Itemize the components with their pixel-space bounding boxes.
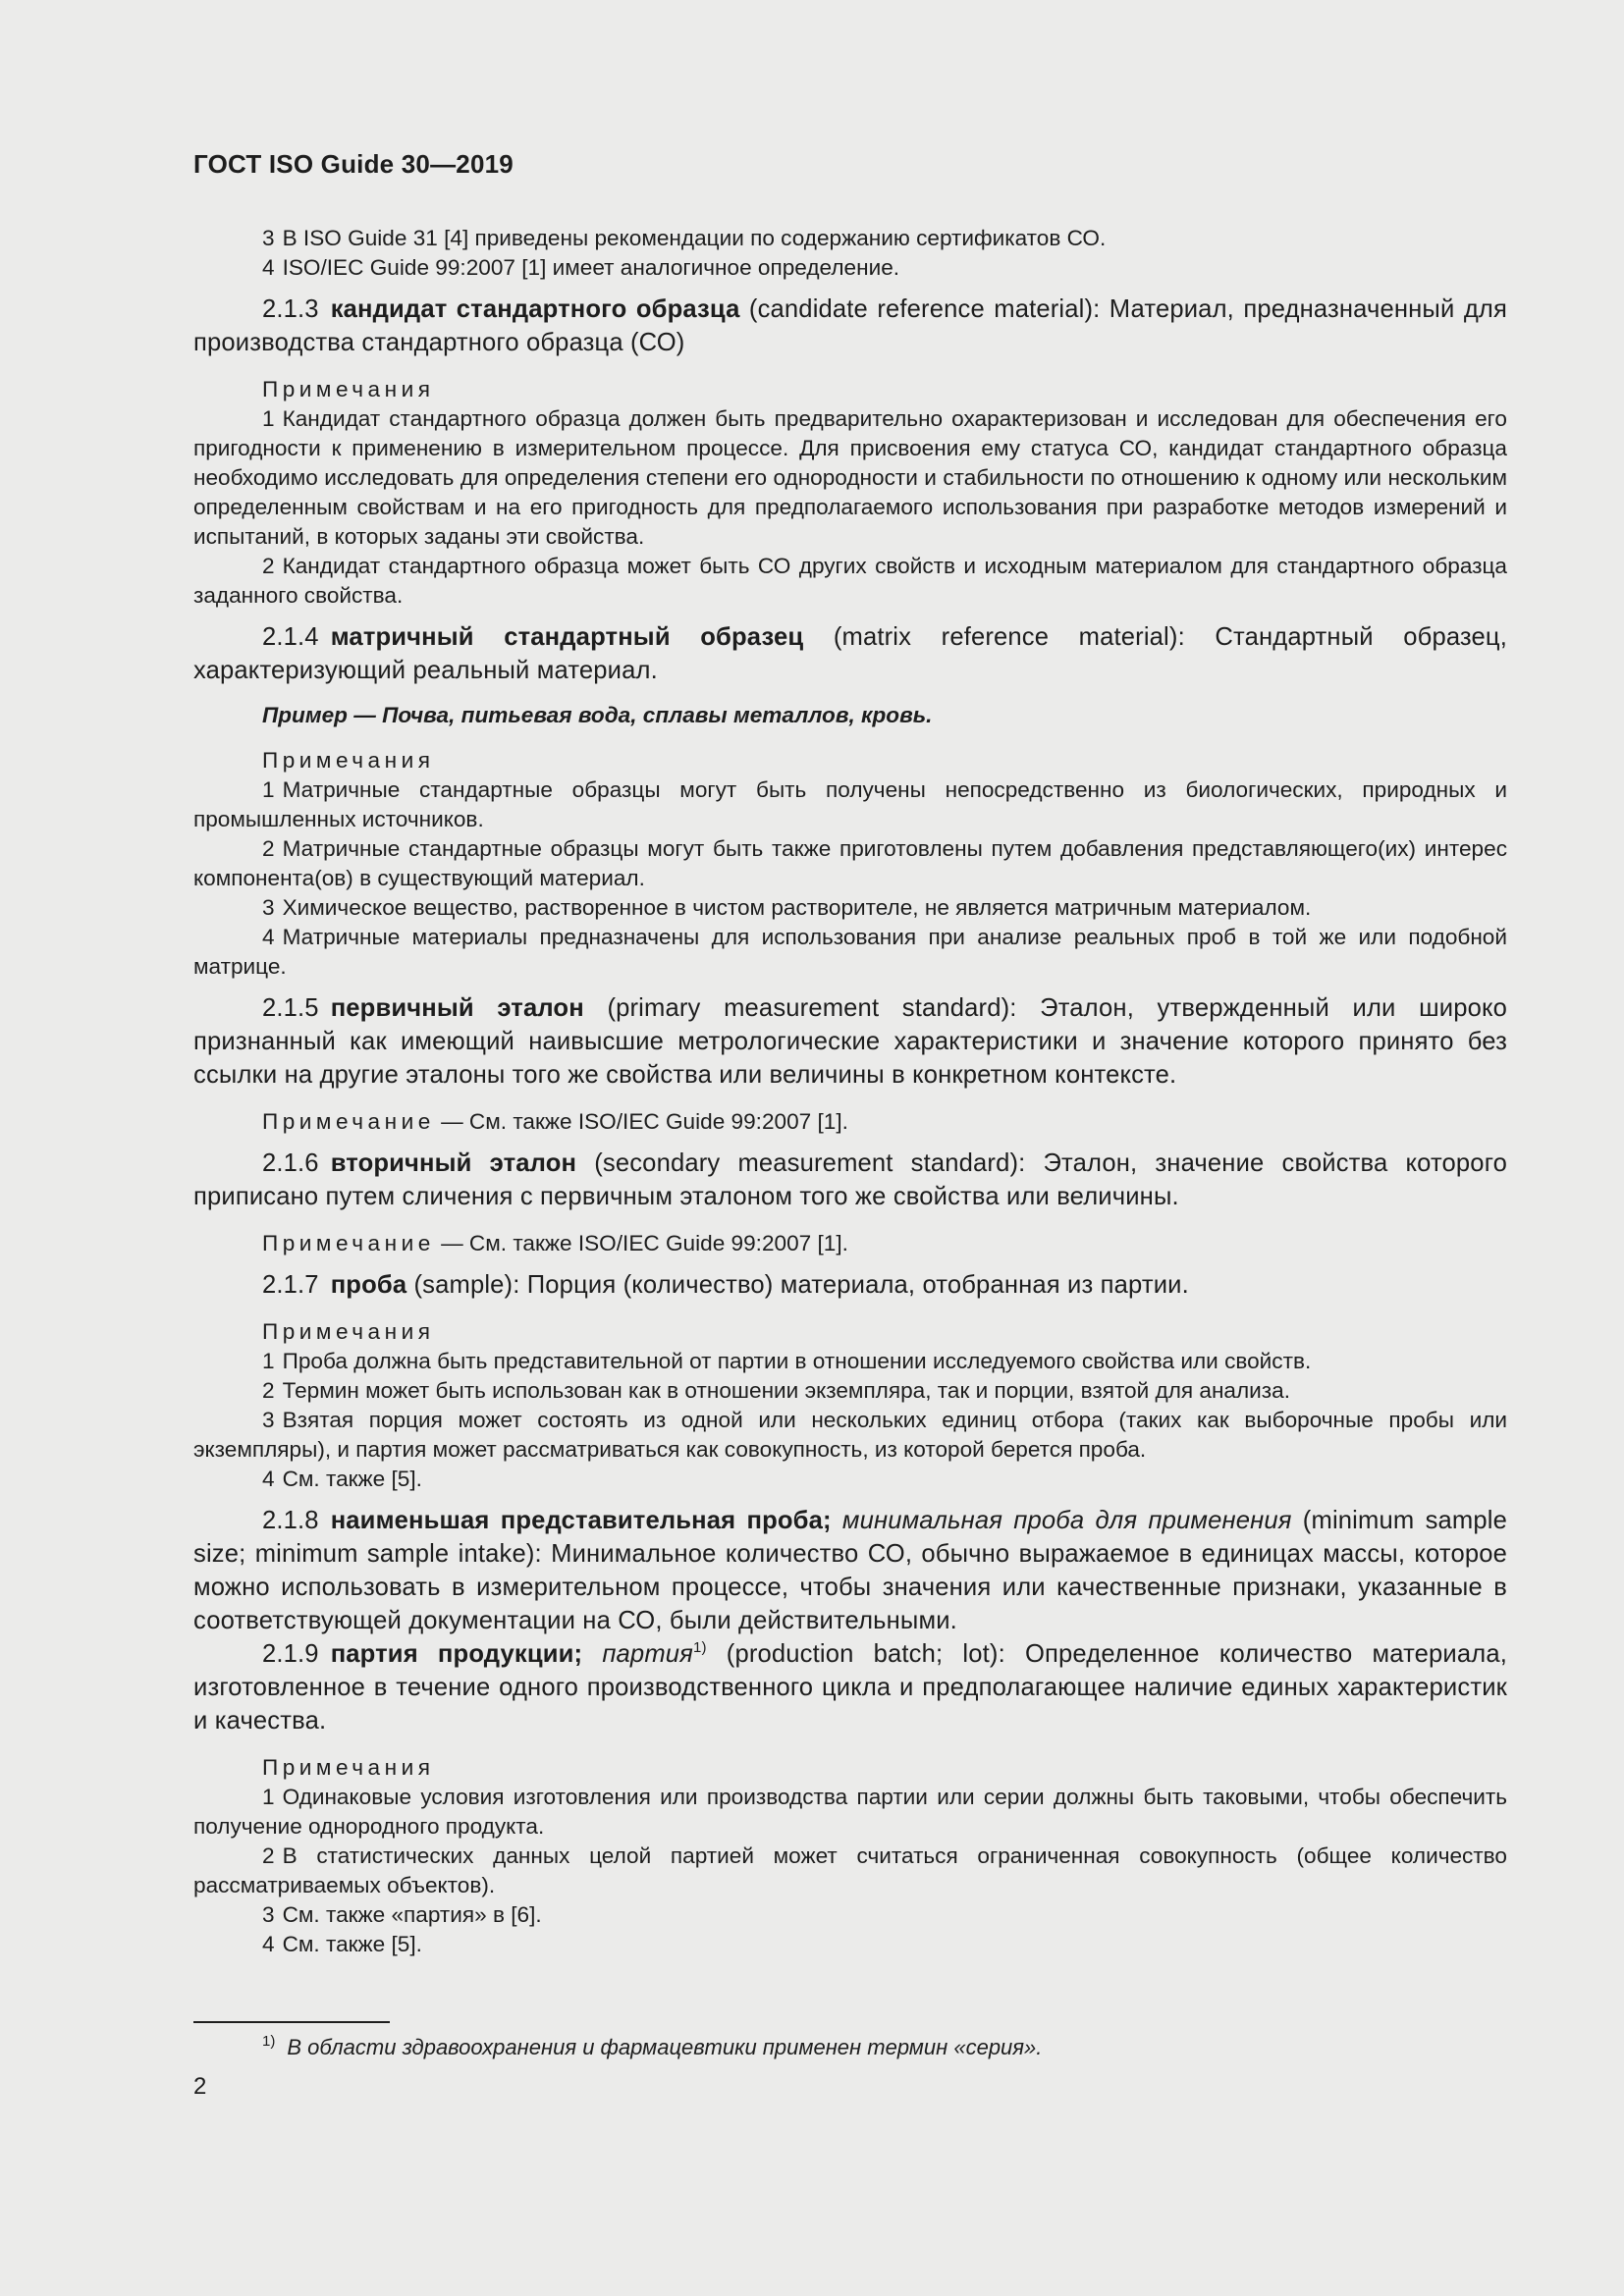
footnote-text: В области здравоохранения и фармацевтики применен термин «серия». [287,2035,1043,2059]
term-title: партия продукции; [330,1640,583,1668]
term-title: наименьшая представительная проба; [330,1507,832,1534]
note-item: 1 Матричные стандартные образцы могут быть получены непосредственно из биологических, природных и промышленных источников. [193,777,1507,831]
note-item: 2 В статистических данных целой партией может считаться ограниченная совокупность (общее количество рассматриваемых объектов). [193,1843,1507,1897]
term-definition: (production batch; lot): Определенное количество материала, изготовленное в течение одного производственного цикла и предполагающее наличие единых характеристик и качества. [193,1640,1507,1735]
term-2-1-7: 2.1.7 проба (sample): Порция (количество) материала, отобранная из партии. [262,1271,1189,1299]
term-2-1-5: 2.1.5 первичный эталон (primary measurement standard): Эталон, утвержденный или широко признанный как имеющий наивысшие метрологические характеристики и значение которого принято без ссылки на другие эталоны того же свойства или величины в конкретном контексте. [193,994,1508,1089]
note-item: 1 Проба должна быть представительной от партии в отношении исследуемого свойства или свойств. [262,1349,1312,1373]
term-definition: (secondary measurement standard): Эталон, значение свойства которого приписано путем сличения с первичным эталоном того же свойства или величины. [193,1149,1508,1210]
note-item: 4 ISO/IEC Guide 99:2007 [1] имеет аналогичное определение. [262,255,900,280]
note-item: 2 Термин может быть использован как в отношении экземпляра, так и порции, взятой для анализа. [262,1378,1291,1403]
note-item: 3 Химическое вещество, растворенное в чистом растворителе, не является матричным материалом. [262,895,1312,920]
footnote-divider [193,2021,390,2023]
term-2-1-8: 2.1.8 наименьшая представительная проба; минимальная проба для применения (minimum sample size; minimum sample intake): Минимальное количество СО, обычно выражаемое в единицах массы, которое можно использовать в измерительном процессе, чтобы значения или качественные признаки, указанные в соответствующей документации на СО, были действительными. [193,1507,1507,1634]
note-item: 4 Матричные материалы предназначены для использования при анализе реальных проб в той же или подобной матрице. [193,925,1507,979]
notes-heading: Примечания [262,1319,435,1344]
note-item: 4 См. также [5]. [262,1932,422,1956]
notes-heading: Примечания [262,377,435,401]
document-body [193,224,1507,1959]
term-title: вторичный эталон [330,1149,577,1177]
term-definition: (matrix reference material): Стандартный образец, характеризующий реальный материал. [193,623,1507,684]
note-item: 2 Матричные стандартные образцы могут быть также приготовлены путем добавления представляющего(их) интерес компонента(ов) в существующий материал. [193,836,1507,890]
footnote-ref: 1) [693,1639,707,1656]
footnote-mark: 1) [262,2033,276,2050]
note-item: 1 Одинаковые условия изготовления или производства партии или серии должны быть таковыми, чтобы обеспечить получение однородного продукта. [193,1785,1507,1839]
note-item: 3 См. также «партия» в [6]. [262,1902,542,1927]
term-title: матричный стандартный образец [330,623,804,651]
term-alt-title: минимальная проба для применения [841,1507,1292,1534]
page-header: ГОСТ ISO Guide 30—2019 [193,149,514,179]
term-2-1-6: 2.1.6 вторичный эталон (secondary measurement standard): Эталон, значение свойства которого приписано путем сличения с первичным эталоном того же свойства или величины. [193,1149,1508,1210]
notes-heading: Примечания [262,1755,435,1780]
footnote [262,2033,1042,2062]
term-2-1-9: 2.1.9 партия продукции; партия$^{1)}$ (production batch; lot): Определенное количество материала, изготовленное в течение одного производственного цикла и предполагающее наличие единых характеристик и качества. [193,1639,1507,1735]
term-definition: (candidate reference material): Материал, предназначенный для производства стандартного образца (СО) [193,295,1508,356]
term-2-1-4: 2.1.4 матричный стандартный образец (matrix reference material): Стандартный образец, характеризующий реальный материал. [193,623,1507,684]
page-number: 2 [193,2073,207,2100]
term-2-1-3: 2.1.3 кандидат стандартного образца (candidate reference material): Материал, предназначенный для производства стандартного образца (СО) [193,295,1508,356]
term-definition: (primary measurement standard): Эталон, утвержденный или широко признанный как имеющий наивысшие метрологические характеристики и значение которого принято без ссылки на другие эталоны того же свойства или величины в конкретном контексте. [193,994,1508,1089]
term-title: первичный эталон [330,994,584,1022]
note-item: 1 Кандидат стандартного образца должен быть предварительно охарактеризован и исследован для обеспечения его пригодности к применению в измерительном процессе. Для присвоения ему статуса СО, кандидат стандартного образца необходимо исследовать для определения степени его однородности и стабильности по отношению к одному или нескольким определенным свойствам и на его пригодность для предполагаемого использования при разработке методов измерений и испытаний, в которых заданы эти свойства. [193,406,1507,549]
note-item: 3 Взятая порция может состоять из одной или нескольких единиц отбора (таких как выборочные пробы или экземпляры), и партия может рассматриваться как совокупность, из которой берется проба. [193,1408,1507,1462]
note-item: 4 См. также [5]. [262,1467,422,1491]
single-note: Примечание — См. также ISO/IEC Guide 99:2007 [1]. [262,1231,848,1255]
term-title: кандидат стандартного образца [330,295,740,323]
example-text: Пример — Почва, питьевая вода, сплавы металлов, кровь. [262,703,933,727]
single-note: Примечание — См. также ISO/IEC Guide 99:2007 [1]. [262,1109,848,1134]
note-item: 3 В ISO Guide 31 [4] приведены рекомендации по содержанию сертификатов СО. [262,226,1107,250]
term-title: проба [330,1271,407,1299]
note-item: 2 Кандидат стандартного образца может быть СО других свойств и исходным материалом для стандартного образца заданного свойства. [193,554,1507,608]
term-definition: (minimum sample size; minimum sample intake): Минимальное количество СО, обычно выражаемое в единицах массы, которое можно использовать в измерительном процессе, чтобы значения или качественные признаки, указанные в соответствующей документации на СО, были действительными. [193,1507,1507,1634]
notes-heading: Примечания [262,748,435,773]
term-definition: (sample): Порция (количество) материала, отобранная из партии. [413,1271,1189,1299]
term-alt-title: партия [602,1640,693,1668]
